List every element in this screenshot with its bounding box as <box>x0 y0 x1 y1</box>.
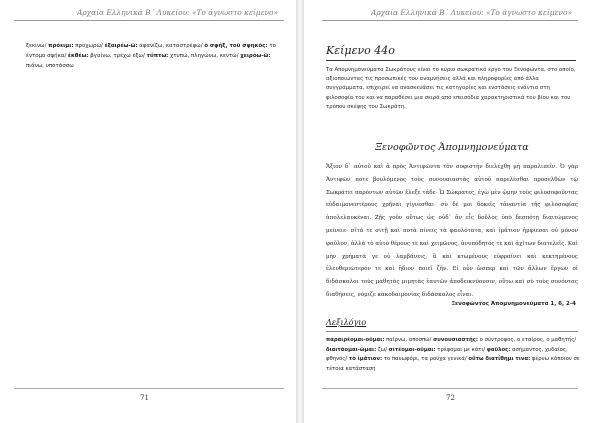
glossary-term: παραιρέομαι-οῦμαι: <box>326 337 385 343</box>
glossary-definition: βγαίνω, τρέχω έξω/ <box>88 52 147 59</box>
intro-paragraph: Τα Απομνημονεύματα Σωκράτους είναι το κύριο σωκρατικό έργο του Ξενοφώντα, στο οποίο, αξιοποιώντας τις προσωπικές του αναμνήσεις αλλά και πληροφορίες από άλλα συγγράμματα, επιχειρεί να ανασκευάσει τις κατηγορίες και ενστάσεις ενάντια στη φιλοσοφία του και να παραθέσει μια σειρά από επεισόδια χαρακτηριστικά του βίου και του τρόπου σκέψης του Σωκράτη. <box>326 67 576 110</box>
glossary-definition: ζω/ <box>376 346 389 353</box>
right-page <box>304 0 600 423</box>
glossary-definition: ασήμαντος, χυδαίος, φθηνός/ <box>326 346 568 363</box>
glossary-definition: το πανωφόρι, τα ρούχα γενικά/ <box>382 356 469 363</box>
book-gutter <box>296 0 304 423</box>
glossary-definition: ο σύντροφος, ο εταίρος, ο μαθητής/ <box>477 337 577 343</box>
glossary-term: ἐκθέω: <box>67 52 89 59</box>
page-number: 72 <box>446 394 455 402</box>
vocabulary-list <box>326 336 582 374</box>
glossary-term: τὸ ἱμάτιον: <box>348 356 383 363</box>
glossary-term: διαιτάομαι-ῶμαι: <box>326 346 377 353</box>
page-number: 71 <box>140 394 149 402</box>
glossary-definition: παίρνω, αποσπώ/ <box>384 337 434 343</box>
glossary-definition: φέρνω κάποιον σε τέτοια κατάσταση <box>326 356 580 372</box>
glossary-definition: πιάνω, υποτάσσω <box>26 62 74 69</box>
glossary-term: ὁ σφήξ, τοῦ σφηκός: <box>204 43 268 49</box>
glossary-continuation <box>26 42 288 71</box>
glossary-term: τύπτω: <box>146 52 169 59</box>
glossary-term: χειρόω-ῶ: <box>240 52 271 59</box>
glossary-definition: ξεκινώ/ <box>26 43 49 49</box>
glossary-term: φαῦλος: <box>486 346 511 353</box>
lesson-title: Κείμενο 44ο <box>326 44 395 57</box>
glossary-definition: τρέφομαι με κάτι/ <box>435 346 487 353</box>
header-rule <box>14 20 284 21</box>
glossary-definition: το έντομο σφήκα/ <box>26 43 276 59</box>
vocabulary-rule <box>326 331 578 332</box>
title-rule <box>326 60 576 61</box>
glossary-definition: προχωρώ/ <box>73 43 105 49</box>
running-head: Αρχαία Ελληνικά Β΄ Λυκείου: «Το άγνωστο κείμενο» <box>76 8 278 17</box>
footer-rule <box>322 388 578 389</box>
ancient-text: Ἄξιον δ᾽ αὐτοῦ καὶ ἃ πρὸς Ἀντιφῶντα τὸν σοφιστὴν διελέχθη μὴ παραλιπεῖν. Ὁ γὰρ Ἀντιφῶν ποτε βουλόμενος τοὺς συνουσιαστὰς αὐτοῦ παρελέσθαι προσελθὼν τῷ Σωκράτει παρόντων αὐτῶν ἔλεξε τάδε· Ὦ Σώκρατες, ἐγὼ μὲν ᾤμην τοὺς φιλοσοφοῦντας εὐδαιμονεστέρους χρῆναι γίγνεσθαι· σὺ δέ μοι δοκεῖς τἀναντία τῆς φιλοσοφίας ἀπολελαυκέναι. Ζῇς γοῦν οὕτως ὡς οὐδ᾽ ἂν εἷς δοῦλος ὑπὸ δεσπότῃ διαιτώμενος μείνειε· σῖτά τε σιτῇ καὶ ποτὰ πίνεις τὰ φαυλότατα, καὶ ἱμάτιον ἠμφίεσαι οὐ μόνον φαῦλον, ἀλλὰ τὸ αὐτὸ θέρους τε καὶ χειμῶνος, ἀνυπόδητός τε καὶ ἀχίτων διατελεῖς. Καὶ μὴν χρήματά γε οὐ λαμβάνεις, ἃ καὶ κτωμένους εὐφραίνει καὶ κεκτημένους ἐλευθεριώτερόν τε καὶ ἥδιον ποιεῖ ζῆν. Εἰ οὖν ὥσπερ καὶ τῶν ἄλλων ἔργων οἱ διδάσκαλοι τοὺς μαθητὰς μιμητὰς ἑαυτῶν ἀποδεικνύουσιν, οὕτω καὶ σὺ τοὺς συνόντας διαθήσεις, νόμιζε κακοδαιμονίας διδάσκαλος εἶναι. <box>326 164 578 298</box>
glossary-term: συνουσιαστής: <box>433 337 478 343</box>
left-page <box>0 0 296 423</box>
glossary-term: οὕτω διατίθημι τινα: <box>468 356 531 363</box>
header-rule <box>322 20 578 21</box>
footer-rule <box>14 388 284 389</box>
source-citation: Ξενοφῶντος Ἀπομνημονεύματα 1, 6, 2-4 <box>451 301 576 307</box>
glossary-term: σιτέομαι-οῦμαι: <box>388 346 436 353</box>
glossary-definition: χτυπώ, πληγώνω, κεντώ/ <box>168 52 241 59</box>
glossary-term: ἐξαιρέω-ῶ: <box>104 43 138 49</box>
glossary-definition: αφανίζω, καταστρέφω/ <box>137 43 205 49</box>
vocabulary-title: Λεξιλόγιο <box>326 318 367 327</box>
running-head: Αρχαία Ελληνικά Β΄ Λυκείου: «Το άγνωστο κείμενο» <box>370 8 572 17</box>
glossary-term: πρόειμι: <box>48 43 74 49</box>
text-heading: Ξενοφῶντος Ἀπομνημονεύματα <box>375 142 529 153</box>
